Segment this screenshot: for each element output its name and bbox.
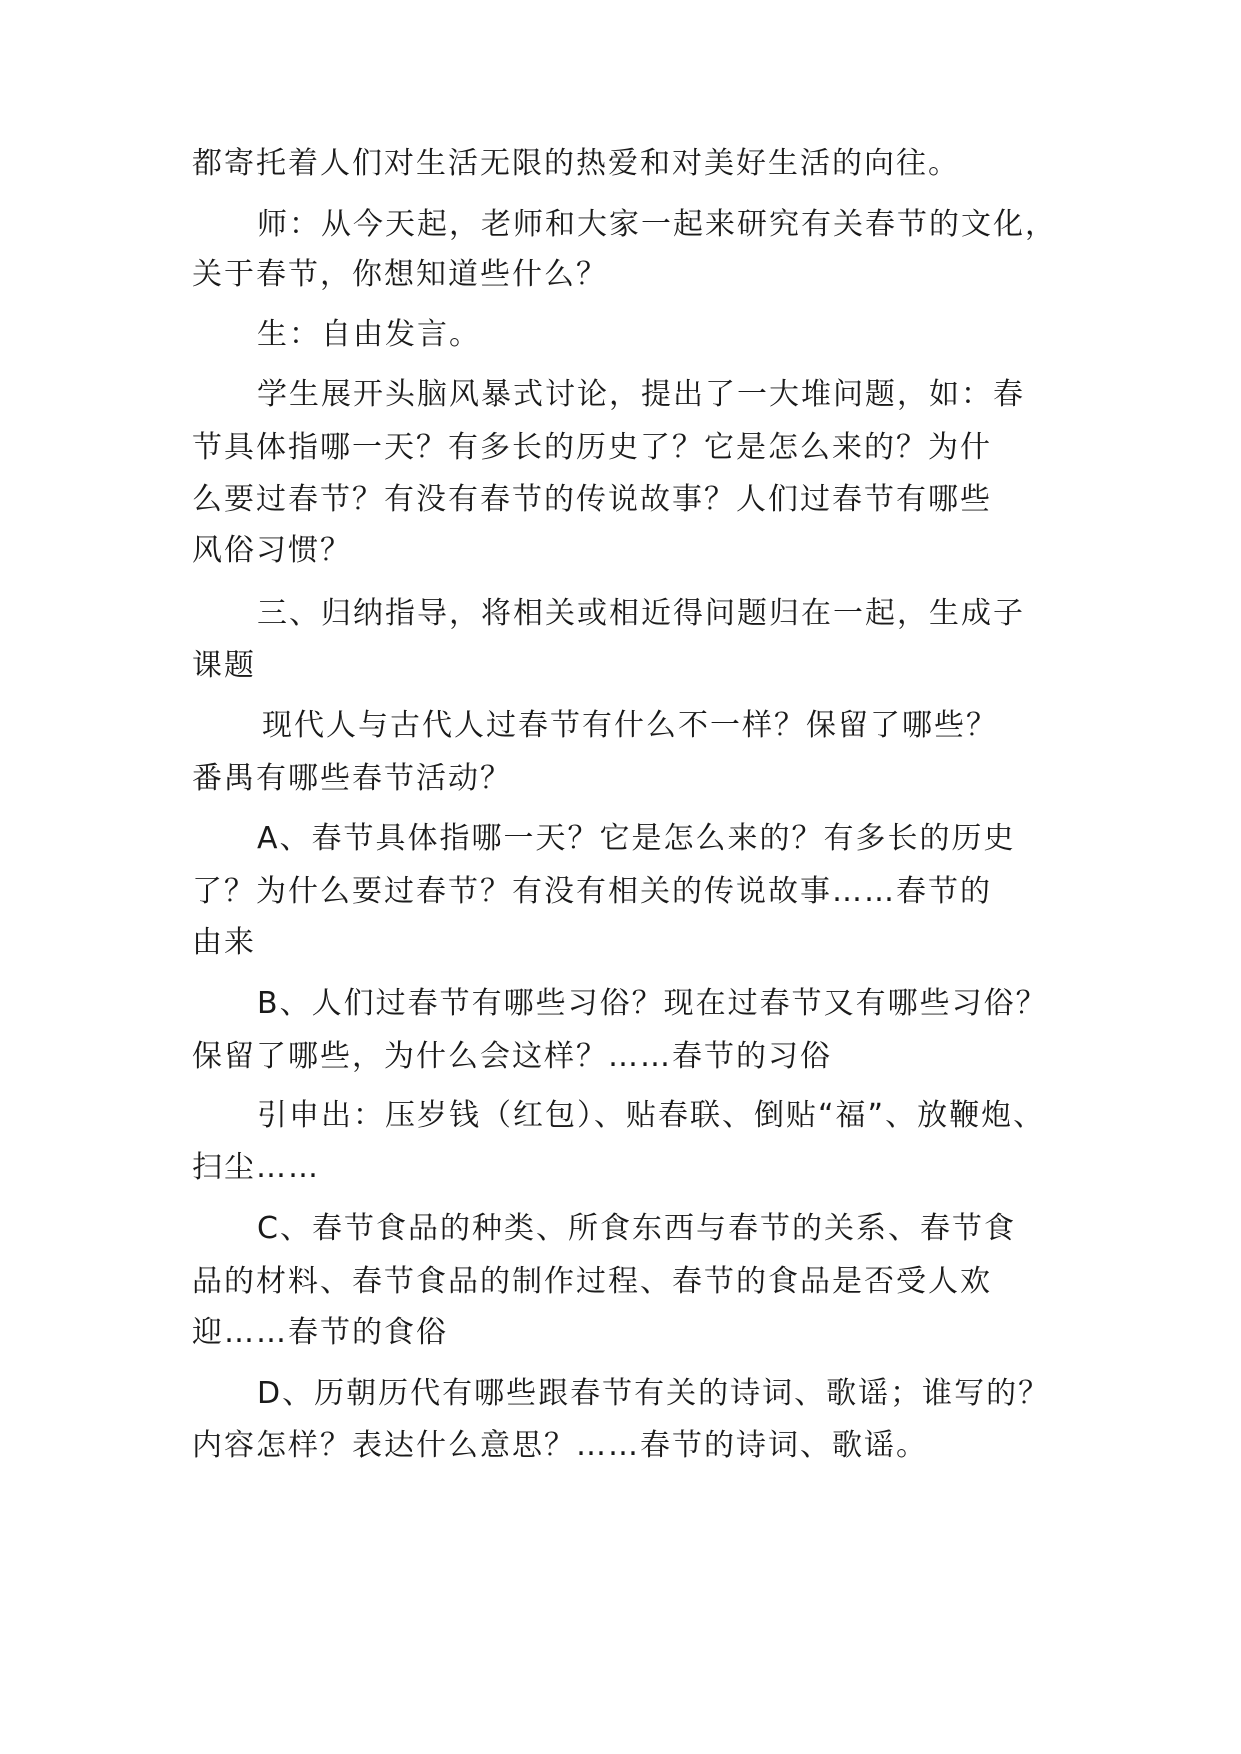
text-line: 师：从今天起，老师和大家一起来研究有关春节的文化，: [257, 207, 1057, 242]
text-line: 保留了哪些，为什么会这样？……春节的习俗: [192, 1039, 832, 1074]
text-line: 内容怎样？表达什么意思？……春节的诗词、歌谣。: [192, 1428, 928, 1463]
text-line: 学生展开头脑风暴式讨论，提出了一大堆问题，如：春: [257, 377, 1025, 412]
text-line: D、历朝历代有哪些跟春节有关的诗词、歌谣；谁写的？: [257, 1376, 1051, 1411]
text-line: C、春节食品的种类、所食东西与春节的关系、春节食: [257, 1211, 1016, 1246]
text-line: 关于春节，你想知道些什么？: [192, 257, 608, 292]
text-line: 三、归纳指导，将相关或相近得问题归在一起，生成子: [257, 596, 1025, 631]
text-line: 由来: [192, 925, 256, 960]
text-line: 迎……春节的食俗: [192, 1315, 448, 1350]
text-line: 都寄托着人们对生活无限的热爱和对美好生活的向往。: [192, 146, 960, 181]
text-line: 扫尘……: [192, 1150, 320, 1185]
text-line: 现代人与古代人过春节有什么不一样？保留了哪些？: [262, 708, 998, 743]
text-line: 生：自由发言。: [257, 317, 481, 352]
text-line: 课题: [192, 648, 256, 683]
text-line: 了？为什么要过春节？有没有相关的传说故事……春节的: [192, 874, 992, 909]
text-line: 风俗习惯？: [192, 533, 352, 568]
text-line: 节具体指哪一天？有多长的历史了？它是怎么来的？为什: [192, 430, 992, 465]
text-line: B、人们过春节有哪些习俗？现在过春节又有哪些习俗？: [257, 986, 1048, 1021]
text-line: 番禺有哪些春节活动？: [192, 761, 512, 796]
text-line: 品的材料、春节食品的制作过程、春节的食品是否受人欢: [192, 1264, 992, 1299]
text-line: 么要过春节？有没有春节的传说故事？人们过春节有哪些: [192, 482, 992, 517]
text-line: A、春节具体指哪一天？它是怎么来的？有多长的历史: [257, 821, 1016, 856]
text-line: 引申出：压岁钱（红包）、贴春联、倒贴“福”、放鞭炮、: [257, 1098, 1046, 1133]
